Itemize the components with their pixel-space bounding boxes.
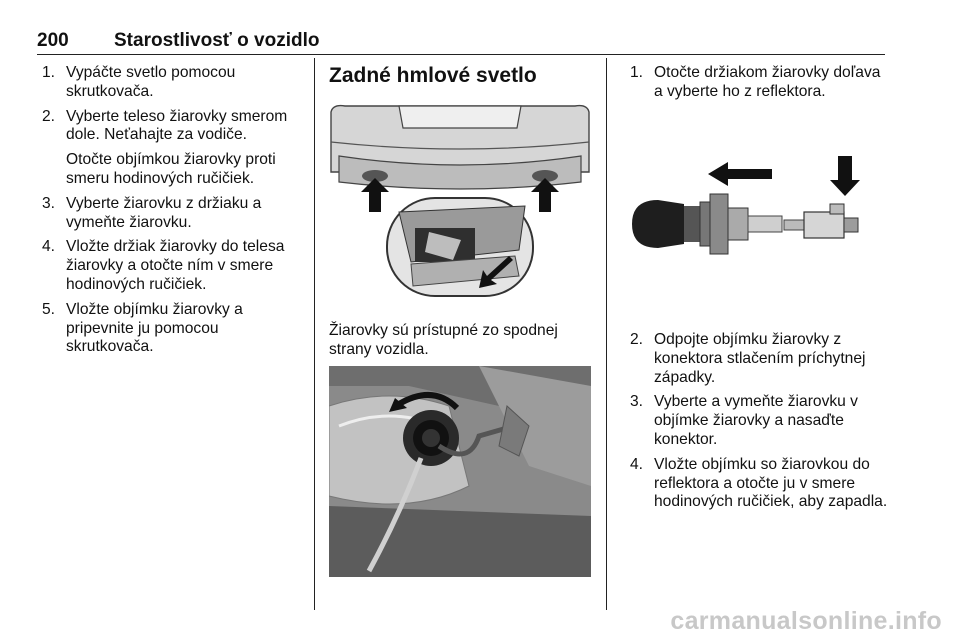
steps-list-right-top (630, 64, 892, 108)
watermark: carmanualsonline.info (670, 607, 942, 635)
step-text: Vyberte žiarovku z držiaku a vymeňte žiarovku. (66, 194, 262, 231)
step-text: Vložte objímku so žiarovkou do reflektora a otočte ju v smere hodinových ručičiek, aby zapadla. (654, 455, 888, 511)
steps-list-right-bottom (630, 331, 892, 518)
step-item (42, 64, 304, 102)
step-item (630, 393, 892, 449)
step-number: 3. (630, 393, 644, 411)
step-number: 3. (42, 194, 56, 212)
column-divider-left (314, 58, 315, 610)
step-number: 1. (42, 64, 56, 81)
step-item (42, 195, 304, 233)
steps-list-left (42, 64, 304, 363)
step-text: Vyberte a vymeňte žiarovku v objímke žiarovky a nasaďte konektor. (654, 393, 858, 448)
step-item (42, 108, 304, 189)
step-text: Odpojte objímku žiarovky z konektora stlačením príchytnej západky. (654, 331, 866, 386)
step-number: 5. (42, 300, 56, 318)
step-number: 1. (630, 64, 644, 81)
figure-caption: Žiarovky sú prístupné zo spodnej strany vozidla. (329, 322, 558, 358)
step-item (42, 301, 304, 357)
step-text: Vložte objímku žiarovky a pripevnite ju pomocou skrutkovača. (66, 300, 243, 356)
running-title: Starostlivosť o vozidlo (114, 30, 320, 51)
step-extra-text: Otočte objímkou žiarovky proti smeru hodinových ručičiek. (66, 151, 276, 187)
step-number: 2. (630, 331, 644, 348)
step-text: Otočte držiakom žiarovky doľava a vyberte ho z reflektora. (654, 64, 881, 100)
step-item (630, 456, 892, 512)
step-text: Vypáčte svetlo pomocou skrutkovača. (66, 64, 236, 100)
step-number: 2. (42, 107, 56, 125)
step-number: 4. (630, 455, 644, 473)
section-heading: Zadné hmlové svetlo (329, 64, 537, 87)
page-number: 200 (37, 30, 69, 51)
step-number: 4. (42, 238, 56, 256)
step-item (630, 331, 892, 387)
rear-bumper-illustration (329, 100, 591, 305)
step-item (630, 64, 892, 102)
fog-light-underside-photo (329, 366, 591, 577)
column-divider-right (606, 58, 607, 610)
bulb-holder-illustration (622, 150, 872, 280)
step-text: Vložte držiak žiarovky do telesa žiarovky a otočte ním v smere hodinových ručičiek. (66, 238, 285, 293)
page-header (37, 28, 885, 55)
step-text: Vyberte teleso žiarovky smerom dole. Neťahajte za vodiče. (66, 107, 288, 144)
step-item (42, 238, 304, 294)
